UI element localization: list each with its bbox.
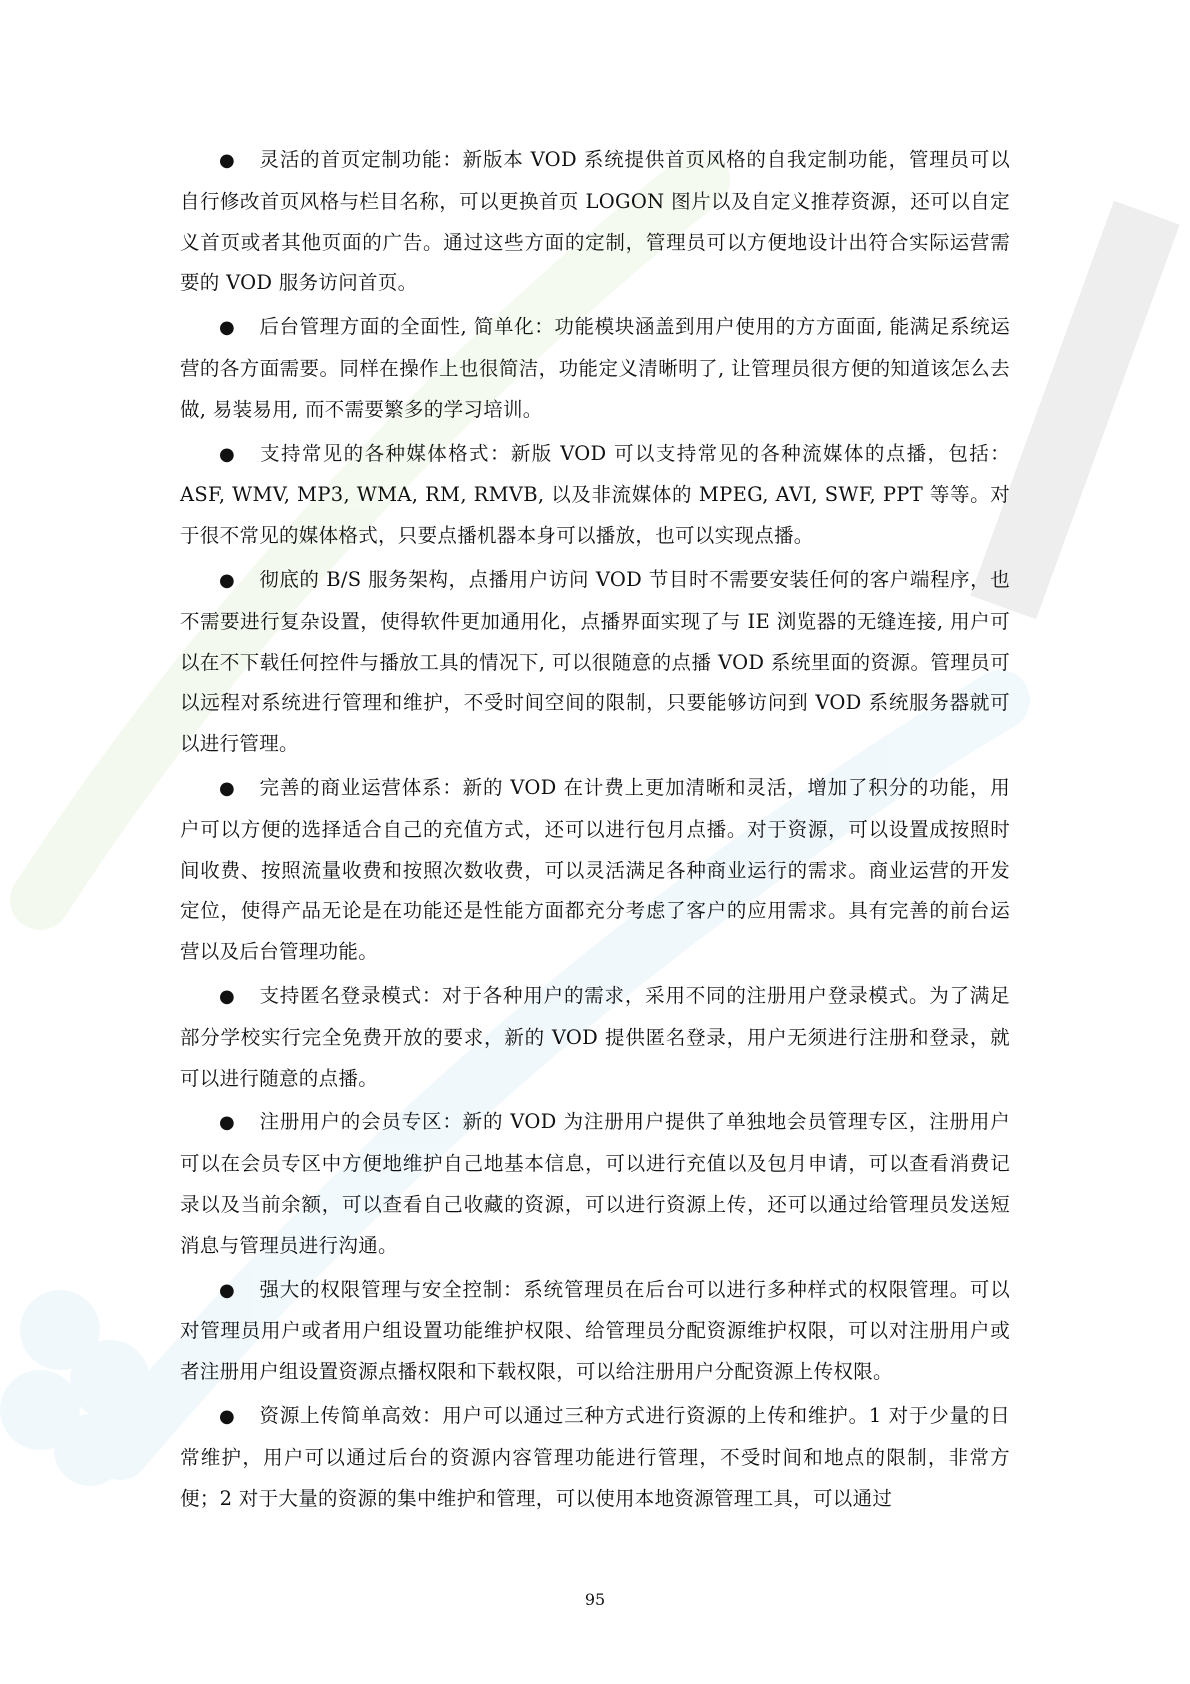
bullet-paragraph bbox=[180, 1102, 1010, 1266]
bullet-icon: ● bbox=[219, 443, 236, 465]
paragraph-text: 注册用户的会员专区：新的 VOD 为注册用户提供了单独地会员管理专区，注册用户可以在会员专区中方便地维护自己地基本信息，可以进行充值以及包月申请，可以查看消费记录以及当前余额，可以查看自己收藏的资源，可以进行资源上传，还可以通过给管理员发送短消息与管理员进行沟通。 bbox=[180, 1110, 1010, 1257]
document-body bbox=[180, 140, 1010, 1522]
bullet-icon: ● bbox=[219, 985, 236, 1007]
bullet-icon: ● bbox=[219, 1405, 236, 1427]
page-number: 95 bbox=[584, 1590, 606, 1609]
paragraph-text: 支持常见的各种媒体格式：新版 VOD 可以支持常见的各种流媒体的点播，包括：ASF, WMV, MP3, WMA, RM, RMVB, 以及非流媒体的 MPEG, AVI, SWF, PPT 等等。对于很不常见的媒体格式，只要点播机器本身可以播放，也可以实现点播。 bbox=[180, 441, 1010, 548]
bullet-paragraph bbox=[180, 434, 1010, 557]
bullet-icon: ● bbox=[219, 1279, 236, 1301]
bullet-icon: ● bbox=[219, 150, 236, 171]
paragraph-text: 资源上传简单高效：用户可以通过三种方式进行资源的上传和维护。1 对于少量的日常维护，用户可以通过后台的资源内容管理功能进行管理，不受时间和地点的限制，非常方便；2 对于大量的资源的集中维护和管理，可以使用本地资源管理工具，可以通过 bbox=[180, 1403, 1010, 1510]
bullet-paragraph bbox=[180, 307, 1010, 430]
bullet-paragraph bbox=[180, 976, 1010, 1099]
bullet-paragraph bbox=[180, 560, 1010, 765]
bullet-icon: ● bbox=[219, 777, 236, 799]
bullet-icon: ● bbox=[219, 317, 236, 339]
paragraph-text: 完善的商业运营体系：新的 VOD 在计费上更加清晰和灵活，增加了积分的功能，用户可以方便的选择适合自己的充值方式，还可以进行包月点播。对于资源，可以设置成按照时间收费、按照流量收费和按照次数收费，可以灵活满足各种商业运行的需求。商业运营的开发定位，使得产品无论是在功能还是性能方面都充分考虑了客户的应用需求。具有完善的前台运营以及后台管理功能。 bbox=[180, 775, 1010, 964]
bullet-icon: ● bbox=[219, 569, 236, 591]
bullet-paragraph bbox=[180, 1270, 1010, 1393]
bullet-icon: ● bbox=[219, 1112, 236, 1134]
paragraph-text: 灵活的首页定制功能：新版本 VOD 系统提供首页风格的自我定制功能，管理员可以自行修改首页风格与栏目名称，可以更换首页 LOGON 图片以及自定义推荐资源，还可以自定义首页或者其他页面的广告。通过这些方面的定制，管理员可以方便地设计出符合实际运营需要的 VOD 服务访问首页。 bbox=[180, 148, 1010, 295]
paragraph-text: 强大的权限管理与安全控制：系统管理员在后台可以进行多种样式的权限管理。可以对管理员用户或者用户组设置功能维护权限、给管理员分配资源维护权限，可以对注册用户或者注册用户组设置资源点播权限和下载权限，可以给注册用户分配资源上传权限。 bbox=[180, 1277, 1010, 1384]
bullet-paragraph bbox=[180, 768, 1010, 973]
bullet-paragraph bbox=[180, 140, 1010, 304]
paragraph-text: 彻底的 B/S 服务架构，点播用户访问 VOD 节目时不需要安装任何的客户端程序，也不需要进行复杂设置，使得软件更加通用化，点播界面实现了与 IE 浏览器的无缝连接, 用户可以在不下载任何控件与播放工具的情况下, 可以很随意的点播 VOD 系统里面的资源。管理员可以远程对系统进行管理和维护，不受时间空间的限制，只要能够访问到 VOD 系统服务器就可以进行管理。 bbox=[180, 567, 1010, 756]
paragraph-text: 支持匿名登录模式：对于各种用户的需求，采用不同的注册用户登录模式。为了满足部分学校实行完全免费开放的要求，新的 VOD 提供匿名登录，用户无须进行注册和登录，就可以进行随意的点播。 bbox=[180, 983, 1010, 1090]
bullet-paragraph bbox=[180, 1396, 1010, 1519]
paragraph-text: 后台管理方面的全面性, 简单化：功能模块涵盖到用户使用的方方面面, 能满足系统运营的各方面需要。同样在操作上也很简洁，功能定义清晰明了, 让管理员很方便的知道该怎么去做, 易装易用, 而不需要繁多的学习培训。 bbox=[180, 315, 1010, 421]
